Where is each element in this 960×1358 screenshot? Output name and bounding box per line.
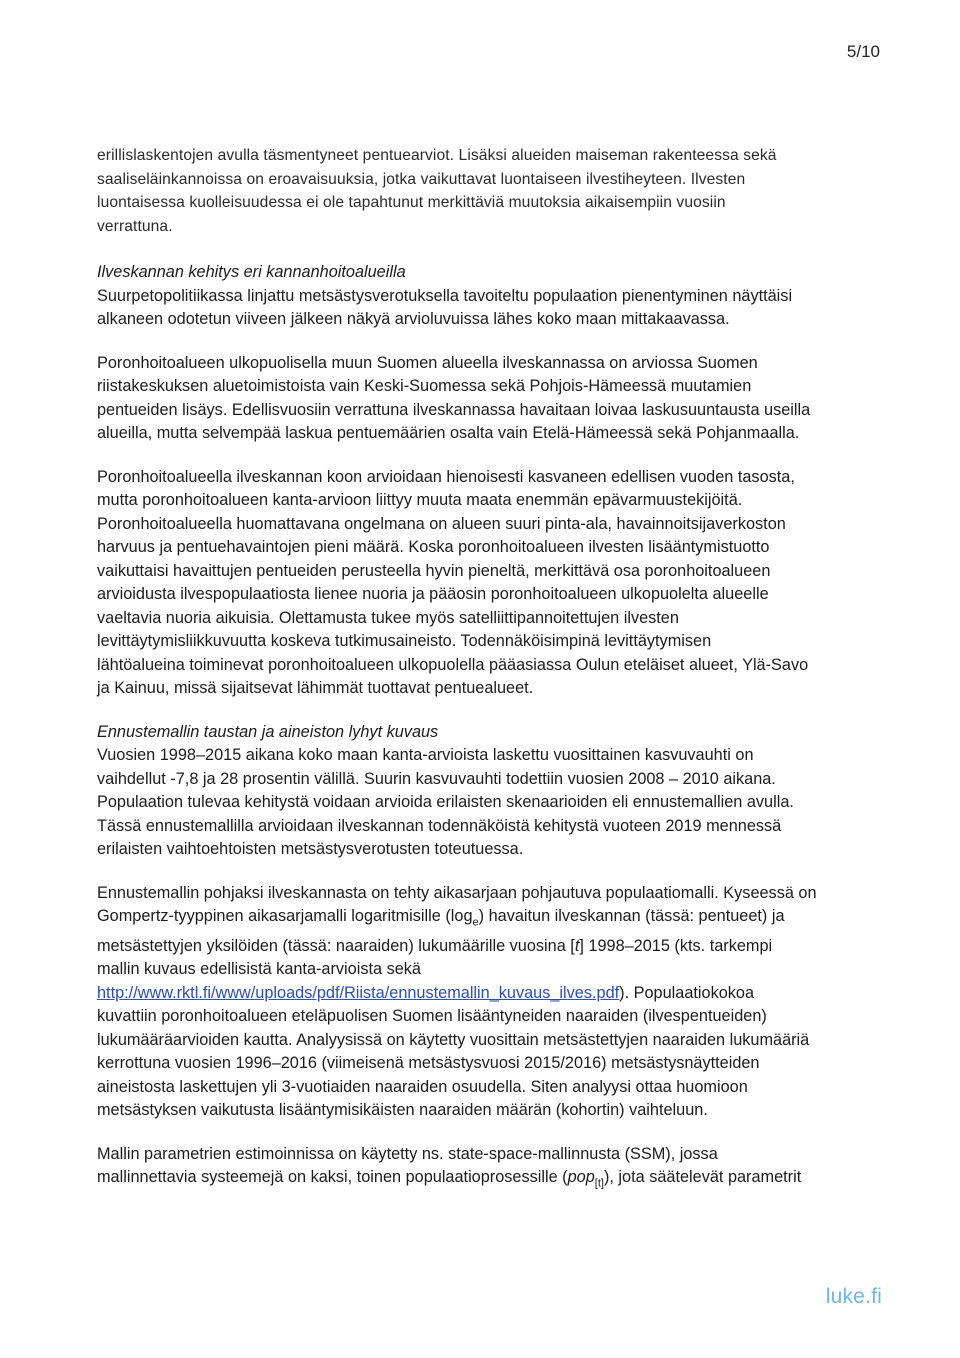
text-line: saaliseläinkannoissa on eroavaisuuksia, jotka vaikuttavat luontaiseen ilvestiheyteen. Ilvesten — [97, 170, 746, 188]
paragraph-herding-area — [97, 466, 887, 701]
text-line — [97, 935, 887, 959]
text-line: arvioidusta ilvespopulaatiosta lienee nuoria ja pääosin poronhoitoalueen ulkopuolelta alueelle — [97, 585, 769, 603]
text-line: lähtöalueina toiminevat poronhoitoalueen ulkopuolella pääasiassa Oulun eteläiset alueet, Ylä-Savo — [97, 655, 809, 674]
text-line: kuvattiin poronhoitoalueen eteläpuolisen Suomen lisääntyneiden naaraiden (ilvespentueiden) — [97, 1007, 767, 1026]
text-line: riistakeskuksen aluetoimistoista vain Keski-Suomessa sekä Pohjois-Hämeessä muutamien — [97, 377, 752, 395]
text-line: Vuosien 1998–2015 aikana koko maan kanta-arvioista laskettu vuosittainen kasvuvauhti on — [97, 746, 754, 764]
text-line: harvuus ja pentuehavaintojen pieni määrä. Koska poronhoitoalueen ilvesten lisääntymistuotto — [97, 538, 770, 556]
text-segment: ) havaitun ilveskannan (tässä: pentueet) ja — [478, 907, 785, 925]
text-line: alkaneen odotetun viiveen jälkeen näkyä arvioluvuissa lähes koko maan mittakaavassa. — [97, 310, 730, 328]
text-segment: ). Populaatiokokoa — [619, 983, 755, 1002]
paragraph-intro — [97, 144, 887, 238]
section-heading: Ennustemallin taustan ja aineiston lyhyt kuvaus — [97, 722, 439, 741]
text-segment: mallinnettavia systeemejä on kaksi, toinen populaatioprosessille ( — [97, 1168, 568, 1187]
text-line: Suurpetopolitiikassa linjattu metsästysverotuksella tavoiteltu populaation pienentyminen näyttäisi — [97, 286, 793, 305]
section-lynx-development — [97, 261, 887, 332]
text-line: alueilla, mutta selvempää laskua pentuemäärien osalta vain Etelä-Hämeessä sekä Pohjanmaalla. — [97, 424, 800, 442]
text-line: Ennustemallin pohjaksi ilveskannasta on tehty aikasarjaan pohjautuva populaatiomalli. Kyseessä on — [97, 883, 817, 902]
text-line: Poronhoitoalueella huomattavana ongelmana on alueen suuri pinta-ala, havainnoitsijaverkoston — [97, 514, 786, 533]
year-variable: t — [574, 936, 580, 955]
document-body — [97, 144, 887, 1196]
text-segment: ] 1998–2015 (kts. tarkempi — [579, 936, 773, 955]
text-line: erillislaskentojen avulla täsmentyneet pentuearviot. Lisäksi alueiden maiseman rakenteessa sekä — [97, 147, 777, 164]
text-line: Poronhoitoalueen ulkopuolisella muun Suomen alueella ilveskannassa on arviossa Suomen — [97, 353, 758, 372]
text-line: kerrottuna vuosien 1996–2016 (viimeisenä metsästysvuosi 2015/2016) metsästysnäytteiden — [97, 1054, 760, 1073]
text-line: verrattuna. — [97, 217, 173, 235]
text-segment: Gompertz-tyyppinen aikasarjamalli logaritmisille (log — [97, 907, 473, 925]
luke-logo: luke.fi — [825, 1285, 882, 1308]
text-segment: ), jota säätelevät parametrit — [603, 1168, 802, 1187]
model-description-link[interactable]: http://www.rktl.fi/www/uploads/pdf/Riista/ennustemallin_kuvaus_ilves.pdf — [97, 983, 620, 1002]
text-line — [97, 1166, 887, 1196]
text-line: mallin kuvaus edellisistä kanta-arvioista sekä — [97, 960, 421, 979]
section-forecast-model — [97, 721, 887, 862]
text-line: vaihdellut -7,8 ja 28 prosentin välillä. Suurin kasvuvauhti todettiin vuosien 2008 – 2010 aikana. — [97, 769, 776, 788]
text-line: levittäytymisliikkuvuutta koskeva tutkimusaineisto. Todennäköisimpinä levittäytymisen — [97, 632, 712, 650]
page-number: 5/10 — [846, 42, 880, 61]
text-line — [97, 982, 887, 1006]
paragraph-parameter-estimation — [97, 1143, 887, 1196]
text-line: mutta poronhoitoalueen kanta-arvioon liittyy muuta maata enemmän epävarmuustekijöitä. — [97, 491, 743, 509]
pop-subscript: [t] — [594, 1177, 604, 1190]
text-line: Populaation tulevaa kehitystä voidaan arvioida erilaisten skenaarioiden eli ennustemallien avulla. — [97, 793, 794, 811]
text-line: Tässä ennustemallilla arvioidaan ilveskannan todennäköistä kehitystä vuoteen 2019 mennessä — [97, 816, 782, 835]
paragraph-model-basis — [97, 882, 887, 1123]
text-line — [97, 905, 887, 935]
log-subscript: e — [472, 916, 479, 929]
text-line: metsästyksen vaikutusta lisääntymisikäisten naaraiden määrän (kohortin) vaihteluun. — [97, 1101, 708, 1120]
text-segment: metsästettyjen yksilöiden (tässä: naaraiden) lukumäärille vuosina [ — [97, 936, 575, 955]
text-line: pentueiden lisäys. Edellisvuosiin verrattuna ilveskannassa havaitaan loivaa laskusuuntausta useilla — [97, 400, 811, 419]
pop-variable: pop — [567, 1168, 595, 1187]
text-line: vaikuttaisi havaittujen pentueiden perusteella hyvin pieneltä, merkittävä osa poronhoitoalueen — [97, 561, 771, 580]
paragraph-outside-herding — [97, 352, 887, 446]
section-heading: Ilveskannan kehitys eri kannanhoitoalueilla — [97, 263, 406, 281]
text-line: ja Kainuu, missä sijaitsevat lähimmät tuottavat pentuealueet. — [97, 679, 534, 697]
text-line: Poronhoitoalueella ilveskannan koon arvioidaan hienoisesti kasvaneen edellisen vuoden tasosta, — [97, 467, 795, 486]
text-line: erilaisten vaihtoehtoisten metsästysverotusten toteutuessa. — [97, 840, 524, 858]
text-line: luontaisessa kuolleisuudessa ei ole tapahtunut merkittäviä muutoksia aikaisempiin vuosiin — [97, 194, 726, 211]
text-line: Mallin parametrien estimoinnissa on käytetty ns. state-space-mallinnusta (SSM), jossa — [97, 1144, 718, 1163]
text-line: lukumääräarvioiden kautta. Analyysissä on käytetty vuosittain metsästettyjen naaraiden lukumääriä — [97, 1030, 810, 1049]
text-line: vaeltavia nuoria aikuisia. Olettamusta tukee myös satelliittipannoitettujen ilvesten — [97, 608, 679, 627]
text-line: aineistosta laskettujen yli 3-vuotiaiden naaraiden osuudella. Siten analyysi ottaa huomioon — [97, 1077, 748, 1096]
